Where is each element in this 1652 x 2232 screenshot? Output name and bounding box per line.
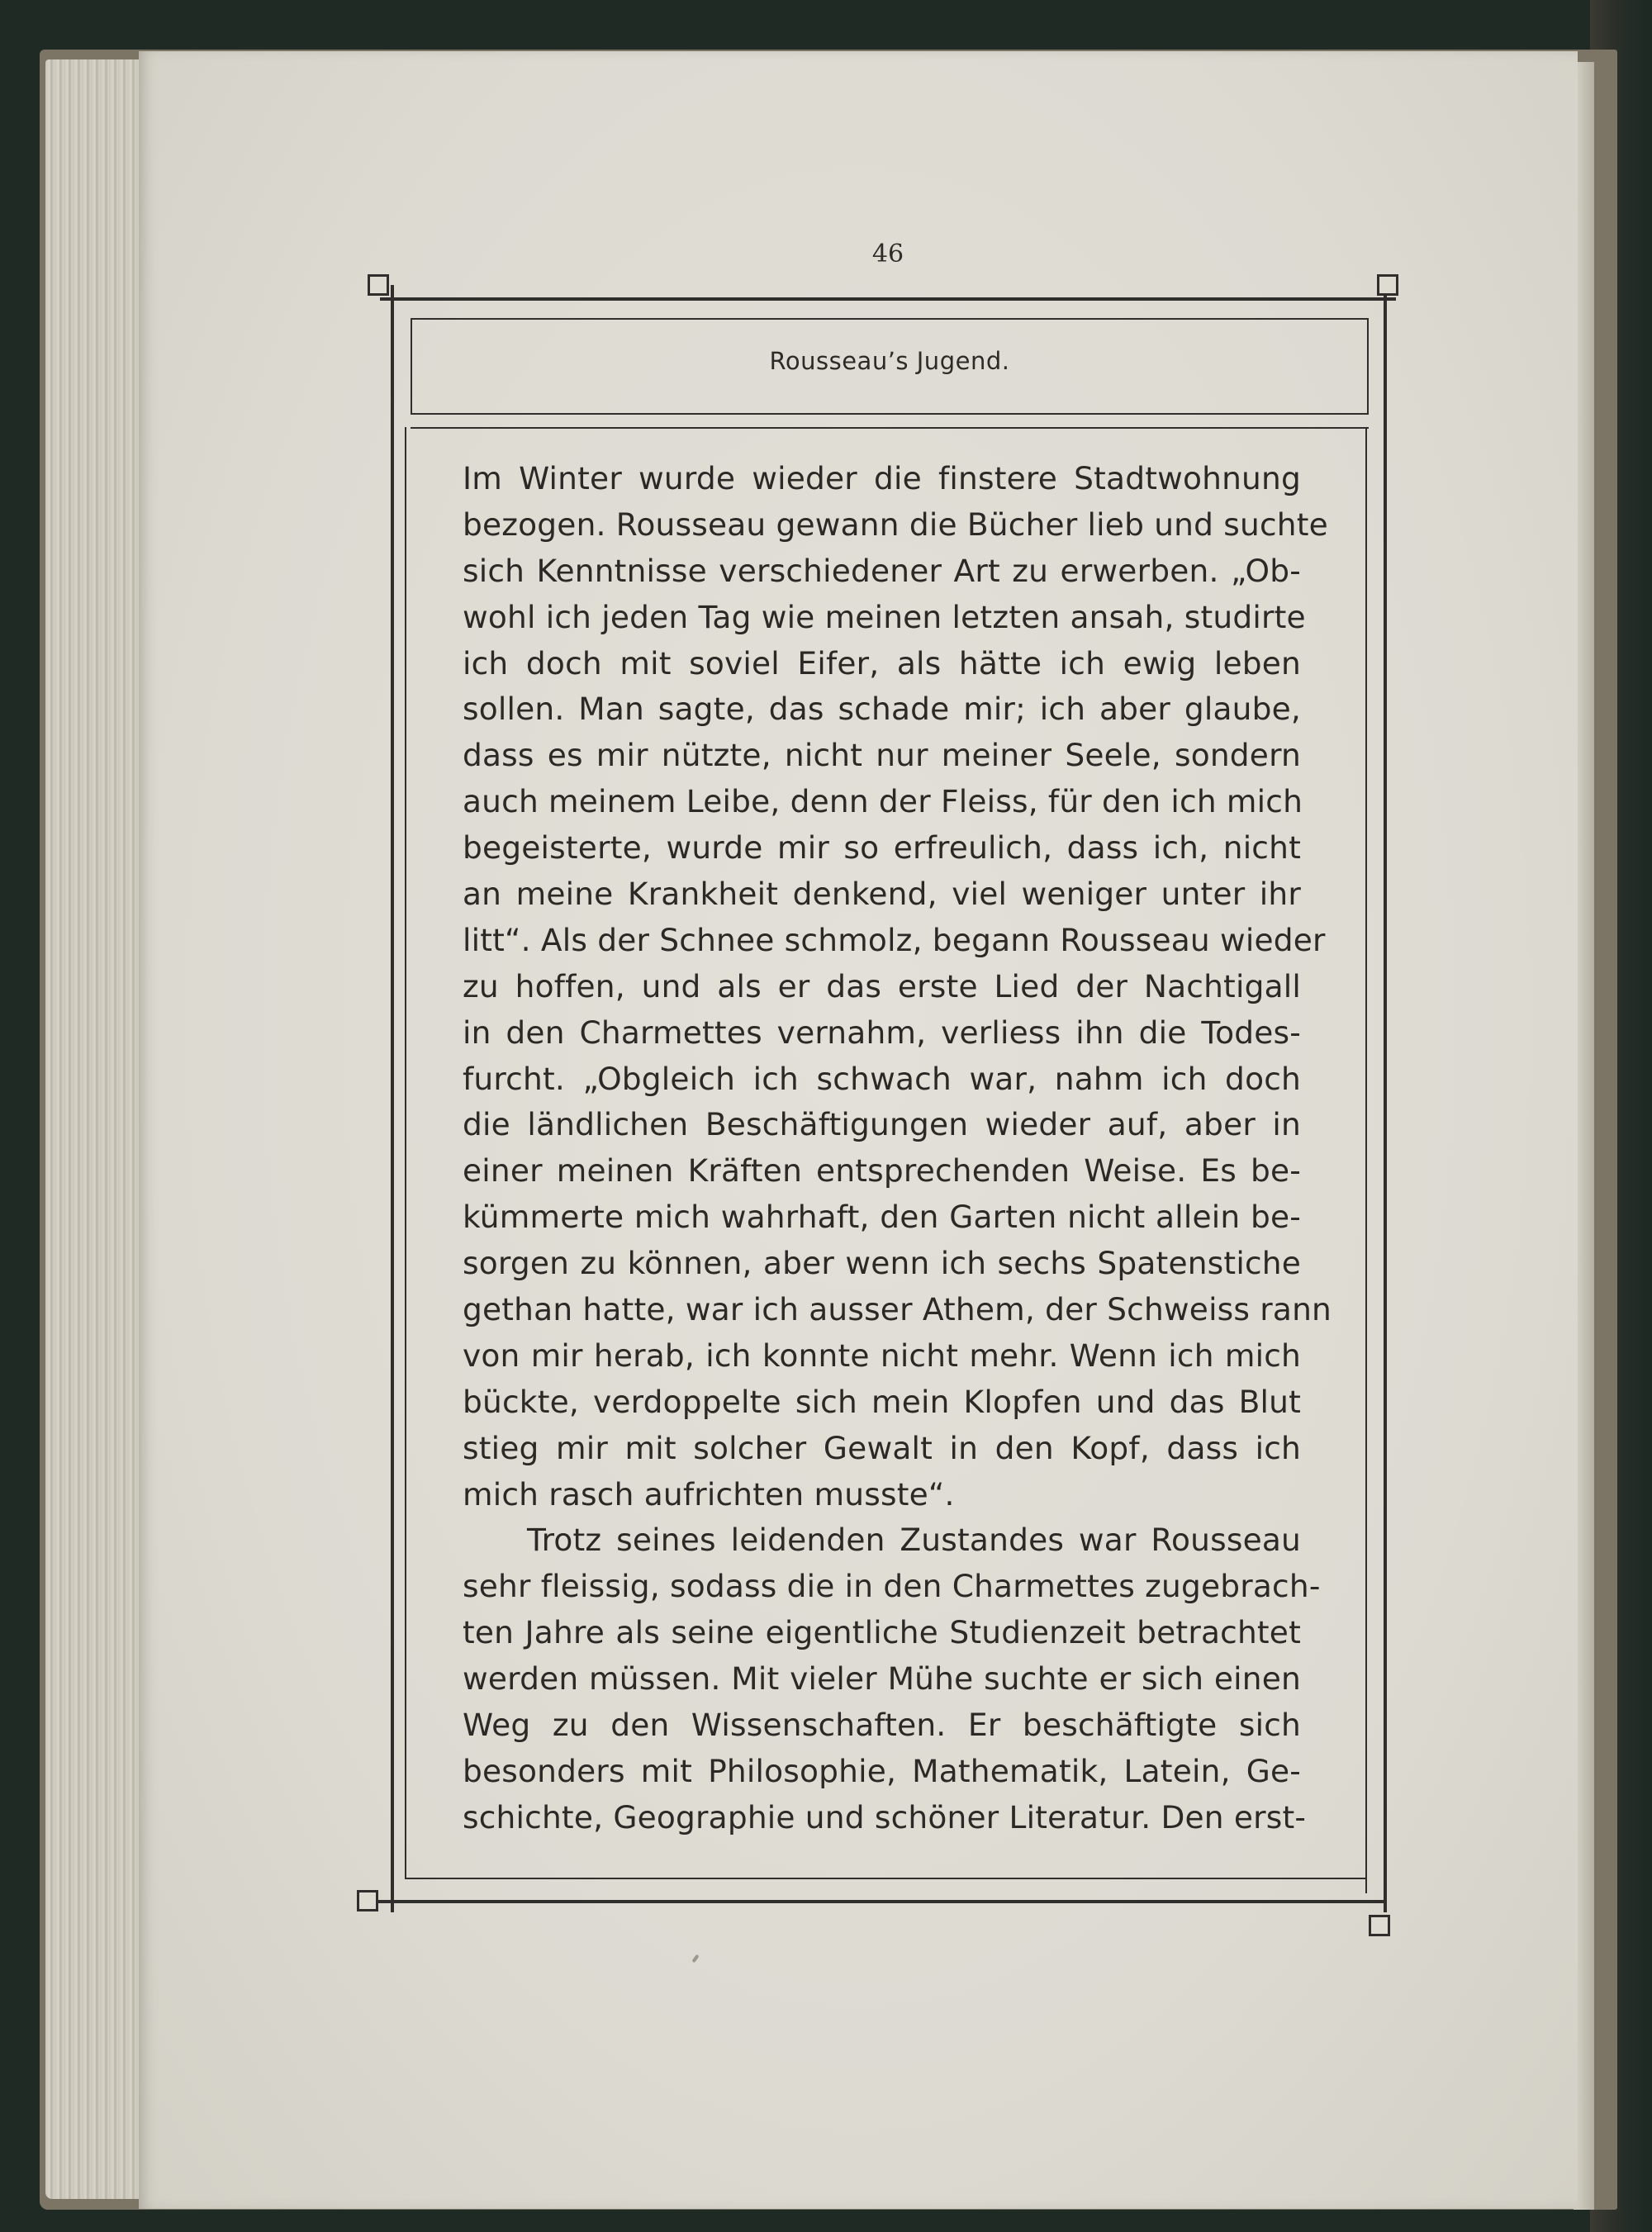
text-line: bückte, verdoppelte sich mein Klopfen und das Blut [463,1383,1301,1420]
frame-corner-bottom-left [357,1890,378,1911]
running-head: Rousseau’s Jugend. [769,347,1010,375]
text-line: die ländlichen Beschäftigungen wieder auf, aber in [463,1106,1301,1143]
text-box-right [1365,427,1367,1893]
frame-corner-top-right [1377,274,1398,296]
text-line: kümmerte mich wahrhaft, den Garten nicht allein be- [463,1199,1301,1236]
frame-corner-bottom-right [1369,1915,1390,1936]
page-number: 46 [871,240,904,268]
text-line: an meine Krankheit denkend, viel weniger unter ihr [463,876,1301,913]
text-line: einer meinen Kräften entsprechenden Weise. Es be- [463,1152,1301,1190]
text-box-top [411,427,1369,429]
text-line: wohl ich jeden Tag wie meinen letzten ansah, studirte [463,598,1306,635]
text-line: auch meinem Leibe, denn der Fleiss, für den ich mich [463,783,1303,820]
text-line: bezogen. Rousseau gewann die Bücher lieb und suchte [463,506,1328,543]
text-line: sehr fleissig, sodass die in den Charmettes zugebrach- [463,1568,1321,1605]
text-line: stieg mir mit solcher Gewalt in den Kopf, dass ich [463,1429,1301,1466]
body-text [463,456,1332,1841]
text-line: zu hoffen, und als er das erste Lied der Nachtigall [463,967,1301,1004]
frame-bottom-outer [369,1900,1385,1903]
frame-left-outer [391,285,394,1912]
text-line: Trotz seines leidenden Zustandes war Rousseau [527,1522,1301,1559]
text-line: sorgen zu können, aber wenn ich sechs Spatenstiche [463,1245,1301,1282]
text-line: gethan hatte, war ich ausser Athem, der Schweiss rann [463,1291,1332,1328]
text-line: begeisterte, wurde mir so erfreulich, dass ich, nicht [463,829,1301,867]
text-line: von mir herab, ich konnte nicht mehr. Wenn ich mich [463,1337,1301,1374]
text-line: furcht. „Obgleich ich schwach war, nahm ich doch [463,1060,1301,1097]
text-line: in den Charmettes vernahm, verliess ihn die Todes- [463,1014,1301,1051]
text-box-bottom [405,1878,1367,1879]
text-line: besonders mit Philosophie, Mathematik, Latein, Ge- [463,1752,1301,1789]
text-line: schichte, Geographie und schöner Literatur. Den erst- [463,1798,1307,1835]
text-line: werden müssen. Mit vieler Mühe suchte er sich einen [463,1660,1301,1698]
text-line: ten Jahre als seine eigentliche Studienzeit betrachtet [463,1614,1301,1651]
text-line: dass es mir nützte, nicht nur meiner Seele, sondern [463,737,1301,774]
frame-right-outer [1384,293,1387,1912]
text-line: Weg zu den Wissenschaften. Er beschäftigte sich [463,1707,1301,1744]
text-line: Im Winter wurde wieder die finstere Stadtwohnung [463,460,1301,496]
text-line: ich doch mit soviel Eifer, als hätte ich ewig leben [463,644,1301,681]
text-line: litt“. Als der Schnee schmolz, begann Rousseau wieder [463,921,1326,958]
header-box-top [411,318,1369,320]
text-line: sich Kenntnisse verschiedener Art zu erwerben. „Ob- [463,552,1301,589]
frame-corner-top-left [368,274,389,296]
text-line: mich rasch aufrichten musste“. [463,1475,955,1513]
frame-top-outer [380,297,1396,301]
header-box-bottom [411,413,1369,415]
text-box-left [405,427,406,1879]
text-line: sollen. Man sagte, das schade mir; ich aber glaube, [463,691,1301,728]
